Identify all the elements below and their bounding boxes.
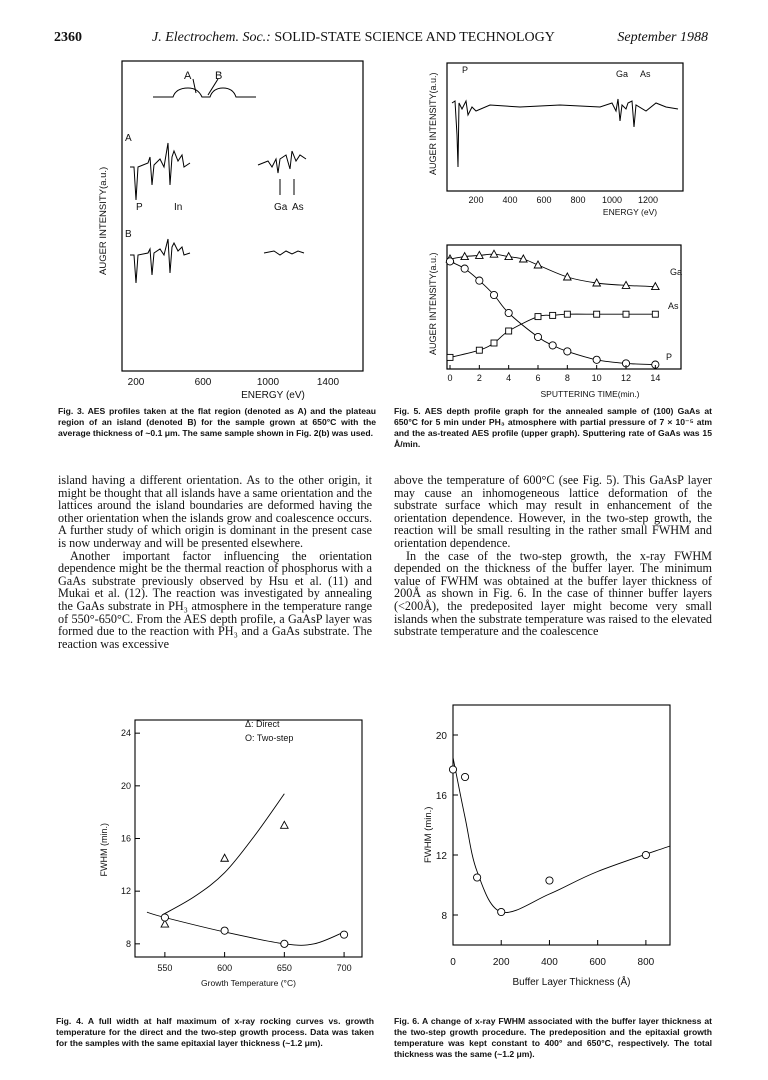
fig6-point xyxy=(546,877,553,884)
fig5-peak-p: P xyxy=(462,65,469,75)
fig5-figure xyxy=(400,55,700,400)
fig6-fit-curve xyxy=(453,758,670,913)
fig3-xlabel: ENERGY (eV) xyxy=(241,390,305,400)
fig5-plot-area xyxy=(446,250,659,368)
fig5-bottom-xlabel: SPUTTERING TIME(min.) xyxy=(540,389,640,399)
fig3-arrow-a xyxy=(193,79,196,93)
fig6-caption: Fig. 6. A change of x-ray FWHM associated with the buffer layer thickness at the two-step growth procedure. The predeposition and the epitaxial growth temperature was kept constant to 400° and 650°C, respectively. The total thickness was the same (~1.2 μm). xyxy=(394,1016,712,1059)
text-column-left xyxy=(58,474,372,650)
fig5-point-as xyxy=(491,340,497,346)
fig4-point-two-step xyxy=(281,940,288,947)
fig4-caption: Fig. 4. A full width at half maximum of x-ray rocking curves vs. growth temperature for the direct and the two-step growth process. Data was taken for the samples with the same epitaxial layer thickness (~1.2 μm). xyxy=(56,1016,374,1048)
fig5-point-as xyxy=(535,314,541,320)
fig3-trace-a-label: A xyxy=(125,133,132,144)
fig5-xtick-label: 6 xyxy=(535,373,541,383)
paragraph: Another important factor influencing the orientation dependence might be the thermal reaction of phosphorus with a GaAs substrate previously observed by Hsu et al. (11) and Mukai et al. (12). The reaction was investigated by annealing the GaAs substrate in PH₃ atmosphere in the temperature range of 550°-650°C. From the AES depth profile, a GaAsP layer was formed due to the reaction with PH₃ and a GaAs substrate. The reaction was excessive xyxy=(58,548,372,651)
fig5-point-p xyxy=(564,348,571,355)
fig4-ytick-label: 12 xyxy=(120,886,131,897)
fig5-top-xlabel: ENERGY (eV) xyxy=(602,207,658,217)
paragraph: In the case of the two-step growth, the x-ray FWHM depended on the thickness of the buffer layer. The minimum value of FWHM was obtained at the buffer layer thickness of 200Å as shown in Fig. 6. In the case of thinner buffer layers (<200Å), the predeposited layer might become very small islands when the substrate temperature was raised to the elevated substrate temperature and the coalescence xyxy=(394,548,712,639)
fig3-peak-as: As xyxy=(292,202,304,213)
fig6-point xyxy=(498,908,505,915)
fig4-ytick-label: 16 xyxy=(120,833,131,844)
fig5-xtick-label: 10 xyxy=(591,373,602,383)
fig5-top-xtick: 1200 xyxy=(637,195,659,205)
fig4-frame xyxy=(135,720,362,957)
fig6-ytick-label: 16 xyxy=(435,791,447,802)
fig6-point xyxy=(461,773,468,780)
fig6-xlabel: Buffer Layer Thickness (Å) xyxy=(512,977,631,988)
fig4-legend-direct: Δ: Direct xyxy=(245,719,280,729)
fig3-trace-b-right xyxy=(264,251,304,255)
fig5-point-p xyxy=(534,333,541,340)
fig5-top-xtick: 1000 xyxy=(601,195,623,205)
fig3-frame xyxy=(122,61,363,371)
journal-title-italic: J. Electrochem. Soc.: xyxy=(152,30,271,45)
fig5-top-trace xyxy=(452,99,678,167)
fig3-caption: Fig. 3. AES profiles taken at the flat region (denoted as A) and the plateau region of an island (denoted B) for the sample grown at 650°C with the average thickness of ~0.1 μm. The same sample shown in Fig. 2(b) was used. xyxy=(58,406,376,438)
fig5-point-p xyxy=(505,309,512,316)
fig4-plot xyxy=(99,719,362,988)
fig4-xtick-label: 700 xyxy=(336,963,352,973)
fig5-point-as xyxy=(652,311,658,317)
fig5-series-p: P xyxy=(666,352,673,362)
fig4-xtick-label: 600 xyxy=(217,963,233,973)
fig6-point xyxy=(474,874,481,881)
fig5-top-xtick: 600 xyxy=(536,195,552,205)
fig6-ytick-label: 8 xyxy=(441,911,447,922)
fig5-top-frame xyxy=(447,63,683,191)
fig4-ytick-label: 8 xyxy=(125,938,131,949)
paragraph: island having a different orientation. As to the other origin, it might be thought that all islands have a same orientation and the lattices around the island boundaries are deformed having the other orientation when the islands grow and coalescence occurs. A further study of which origin is dominant in the present case is now underway and will be presented elsewhere. xyxy=(58,473,372,550)
fig5-point-as xyxy=(550,312,556,318)
fig5-xtick-label: 14 xyxy=(650,373,661,383)
fig3-peak-in: In xyxy=(174,202,183,213)
fig5-top-xtick: 800 xyxy=(570,195,586,205)
fig3-trace-b-left xyxy=(130,239,190,283)
fig3-xtick-1000: 1000 xyxy=(256,377,280,388)
fig4-point-two-step xyxy=(221,927,228,934)
fig5-top-ylabel: AUGER INTENSITY(a.u.) xyxy=(428,72,438,175)
fig6-ytick-label: 12 xyxy=(435,851,447,862)
fig5-xtick-label: 12 xyxy=(620,373,632,383)
fig6-xtick-label: 600 xyxy=(589,957,607,968)
fig5-point-as xyxy=(476,347,482,353)
fig3-trace-a-left xyxy=(130,143,190,200)
fig3-figure xyxy=(78,55,378,400)
fig4-ytick-label: 24 xyxy=(120,728,131,739)
fig4-legend-two-step: O: Two-step xyxy=(245,733,294,743)
page-number: 2360 xyxy=(54,30,82,45)
fig4-chart xyxy=(80,705,370,1005)
fig6-xtick-label: 400 xyxy=(541,957,558,968)
issue-date: September 1988 xyxy=(617,30,708,45)
fig6-chart xyxy=(408,695,708,1000)
fig5-point-p xyxy=(476,277,483,284)
fig5-point-as xyxy=(623,311,629,317)
fig3-xtick-600: 600 xyxy=(194,377,212,388)
fig4-xlabel: Growth Temperature (°C) xyxy=(201,978,296,988)
fig5-xtick-label: 8 xyxy=(564,373,570,383)
fig5-xtick-label: 0 xyxy=(447,373,453,383)
fig6-xtick-label: 0 xyxy=(450,957,456,968)
fig5-point-as xyxy=(564,311,570,317)
fig5-xtick-label: 2 xyxy=(476,373,482,383)
fig5-point-ga xyxy=(490,250,498,257)
paragraph: above the temperature of 600°C (see Fig. 5). This GaAsP layer may cause an inhomogeneous lattice deformation of the substrate surface which may result in enhancement of the orientation dependence. However, in the two-step growth, the reaction will be small resulting in the rather small FWHM and orientation dependence. xyxy=(394,473,712,550)
fig3-xtick-200: 200 xyxy=(127,377,145,388)
fig4-xtick-label: 550 xyxy=(157,963,173,973)
fig3-label-a: A xyxy=(184,70,192,82)
fig4-point-direct xyxy=(281,821,289,828)
journal-title xyxy=(152,30,555,46)
fig4-point-two-step xyxy=(340,931,347,938)
fig3-xtick-1400: 1400 xyxy=(316,377,340,388)
fig3-peak-p: P xyxy=(136,202,143,213)
fig6-ytick-label: 20 xyxy=(435,731,447,742)
fig6-frame xyxy=(453,705,670,945)
fig6-point xyxy=(449,766,456,773)
fig4-ytick-label: 20 xyxy=(120,780,131,791)
fig5-point-p xyxy=(446,258,453,265)
fig5-peak-as: As xyxy=(640,69,651,79)
fig5-top-xtick: 200 xyxy=(468,195,484,205)
fig6-point xyxy=(642,851,649,858)
fig6-ylabel: FWHM (min.) xyxy=(423,806,434,863)
fig3-label-b: B xyxy=(215,70,223,82)
fig4-two-step-curve xyxy=(147,912,344,945)
fig5-point-as xyxy=(594,311,600,317)
fig5-point-ga xyxy=(534,261,542,268)
fig4-ylabel: FWHM (min.) xyxy=(99,823,109,877)
fig4-xtick-label: 650 xyxy=(276,963,292,973)
fig3-trace-b-label: B xyxy=(125,229,132,240)
fig6-xtick-label: 200 xyxy=(492,957,510,968)
fig5-peak-ga: Ga xyxy=(616,69,629,79)
fig3-island-sketch xyxy=(153,88,256,97)
fig3-ylabel: AUGER INTENSITY(a.u.) xyxy=(98,166,109,275)
text-column-right xyxy=(394,474,712,638)
fig5-point-p xyxy=(490,291,497,298)
fig4-point-direct xyxy=(221,854,229,861)
fig5-top-xtick: 400 xyxy=(502,195,518,205)
fig5-bottom-ylabel: AUGER INTENSITY(a.u.) xyxy=(428,252,438,355)
journal-title-rest: SOLID-STATE SCIENCE AND TECHNOLOGY xyxy=(270,30,555,45)
fig5-point-p xyxy=(461,265,468,272)
fig5-xtick-label: 4 xyxy=(506,373,512,383)
fig5-point-as xyxy=(506,328,512,334)
fig4-point-two-step xyxy=(161,914,168,921)
fig5-caption: Fig. 5. AES depth profile graph for the annealed sample of (100) GaAs at 650°C for 5 min under PH₃ atmosphere with partial pressure of 7 × 10⁻⁵ atm and the as-treated AES profile (upper graph). Sputtering rate of GaAs was 15 Å/min. xyxy=(394,406,712,449)
fig3-peak-ga: Ga xyxy=(274,202,288,213)
fig3-trace-a-right xyxy=(258,151,306,173)
fig5-bottom-xticks xyxy=(447,365,660,383)
fig4-direct-curve xyxy=(162,794,284,915)
fig5-series-ga: Ga xyxy=(670,267,683,277)
fig5-point-p xyxy=(549,342,556,349)
fig5-point-as xyxy=(447,354,453,360)
fig5-series-as: As xyxy=(668,301,679,311)
fig5-point-p xyxy=(593,356,600,363)
fig6-xtick-label: 800 xyxy=(637,957,655,968)
fig6-plot xyxy=(423,705,670,988)
